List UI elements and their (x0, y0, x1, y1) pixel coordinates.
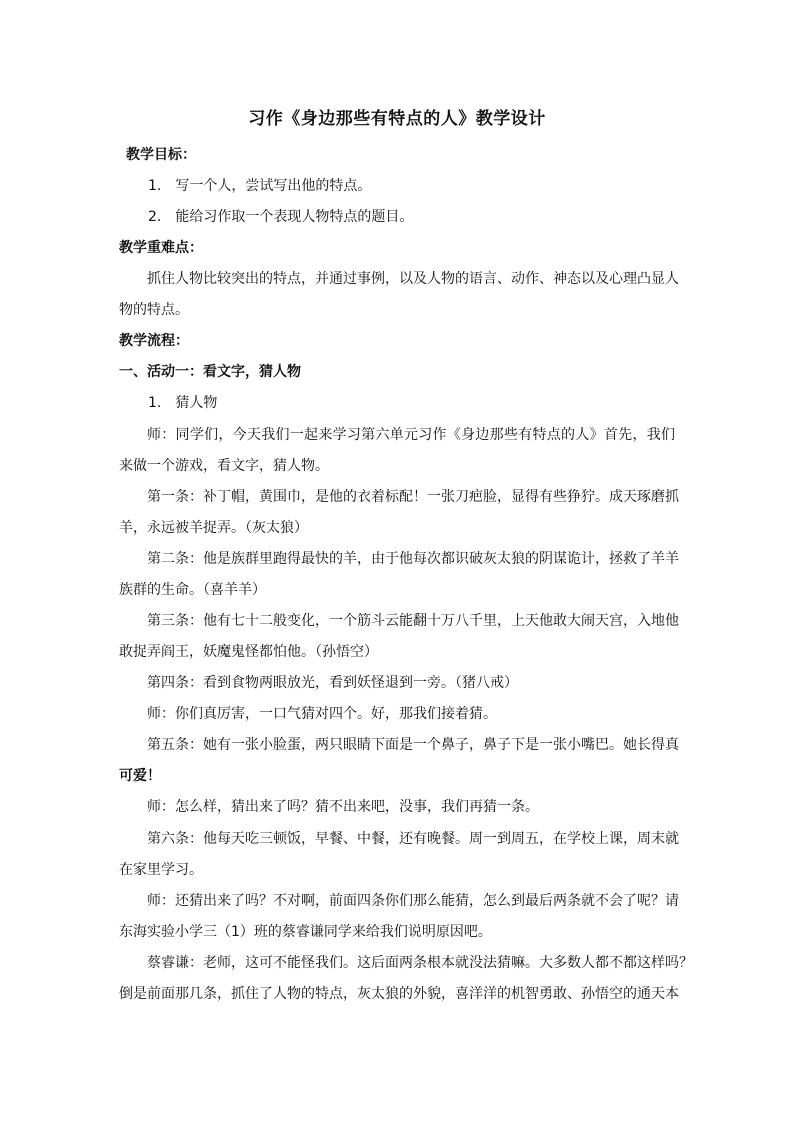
paragraph-2-line2: 羊，永远被羊捉弄。（灰太狼） (119, 520, 308, 536)
sub-heading-1: 1. 猜人物 (148, 395, 218, 411)
key-points-heading: 教学重难点： (119, 240, 203, 256)
paragraph-10-line2: 东海实验小学三（1）班的蔡睿谦同学来给我们说明原因吧。 (119, 924, 492, 940)
paragraph-1-line2: 来做一个游戏，看文字，猜人物。 (119, 458, 329, 474)
paragraph-4-line2: 敢捉弄阎王，妖魔鬼怪都怕他。（孙悟空） (119, 644, 378, 660)
paragraph-5: 第四条：看到食物两眼放光，看到妖怪退到一旁。（猪八戒） (147, 675, 518, 691)
paragraph-10-line1: 师：还猜出来了吗？不对啊，前面四条你们那么能猜，怎么到最后两条就不会了呢？请 (147, 893, 679, 909)
objectives-heading: 教学目标： (126, 147, 196, 163)
activity-1-heading: 一、活动一：看文字，猜人物 (119, 364, 301, 380)
paragraph-8: 师：怎么样，猜出来了吗？猜不出来吧，没事，我们再猜一条。 (147, 799, 539, 815)
paragraph-7-line1: 第五条：她有一张小脸蛋，两只眼睛下面是一个鼻子，鼻子下是一张小嘴巴。她长得真 (147, 737, 679, 753)
paragraph-9-line2: 在家里学习。 (119, 862, 203, 878)
key-points-text-line1: 抓住人物比较突出的特点，并通过事例，以及人物的语言、动作、神态以及心理凸显人 (147, 271, 679, 287)
paragraph-3-line2: 族群的生命。（喜羊羊） (119, 582, 266, 598)
paragraph-11-line2: 倒是前面那几条，抓住了人物的特点，灰太狼的外貌，喜洋洋的机智勇敢、孙悟空的通天本 (119, 986, 679, 1002)
paragraph-1-line1: 师：同学们，今天我们一起来学习第六单元习作《身边那些有特点的人》首先，我们 (147, 427, 675, 443)
objective-item-2: 2. 能给习作取一个表现人物特点的题目。 (148, 209, 414, 225)
process-heading: 教学流程： (119, 333, 189, 349)
document-title: 习作《身边那些有特点的人》教学设计 (248, 109, 546, 129)
paragraph-6: 师：你们真厉害，一口气猜对四个。好，那我们接着猜。 (147, 706, 497, 722)
paragraph-2-line1: 第一条：补丁帽，黄围巾，是他的衣着标配！一张刀疤脸，显得有些狰狞。成天琢磨抓 (147, 489, 679, 505)
paragraph-7-line2: 可爱！ (119, 768, 161, 784)
paragraph-4-line1: 第三条：他有七十二般变化，一个筋斗云能翻十万八千里，上天他敢大闹天宫，入地他 (147, 613, 679, 629)
key-points-text-line2: 物的特点。 (119, 302, 189, 318)
paragraph-3-line1: 第二条：他是族群里跑得最快的羊，由于他每次都识破灰太狼的阴谋诡计，拯救了羊羊 (147, 551, 679, 567)
objective-item-1: 1. 写一个人，尝试写出他的特点。 (148, 178, 372, 194)
paragraph-11-line1: 蔡睿谦：老师，这可不能怪我们。这后面两条根本就没法猜嘛。大多数人都不都这样吗？ (147, 955, 693, 971)
paragraph-9-line1: 第六条：他每天吃三顿饭，早餐、中餐，还有晚餐。周一到周五，在学校上课，周末就 (147, 831, 679, 847)
